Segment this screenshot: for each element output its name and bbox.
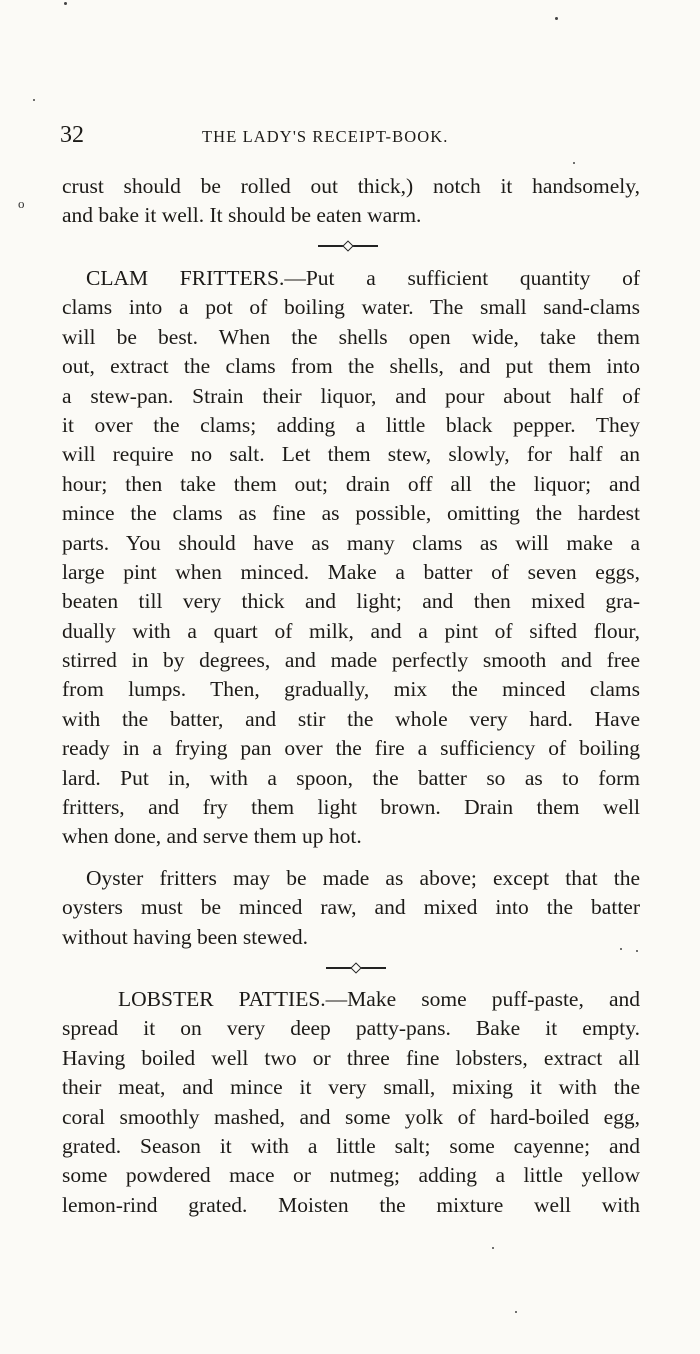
margin-mark: o	[18, 196, 25, 211]
text-line: beaten till very thick and light; and then mixed gra-	[62, 589, 640, 614]
text-line: coral smoothly mashed, and some yolk of hard-boiled egg,	[62, 1104, 640, 1129]
text-line: clams into a pot of boiling water. The small sand-clams	[62, 295, 640, 320]
running-title: THE LADY'S RECEIPT-BOOK.	[202, 127, 449, 146]
paper-speck	[620, 948, 622, 950]
running-head	[60, 118, 650, 152]
text-line: hour; then take them out; drain off all the liquor; and	[62, 471, 640, 496]
text-line: grated. Season it with a little salt; some cayenne; and	[62, 1133, 640, 1158]
paper-speck	[573, 162, 575, 164]
text-line: parts. You should have as many clams as will make a	[62, 530, 640, 555]
page-number: 32	[60, 122, 84, 148]
text-line: Having boiled well two or three fine lobsters, extract all	[62, 1045, 640, 1070]
section-separator	[326, 963, 386, 973]
text-line: dually with a quart of milk, and a pint of sifted flour,	[62, 618, 640, 643]
text-line: some powdered mace or nutmeg; adding a little yellow	[62, 1163, 640, 1188]
text-line: ready in a frying pan over the fire a sufficiency of boiling	[62, 736, 640, 761]
paper-speck	[555, 17, 558, 20]
text-line: will require no salt. Let them stew, slowly, for half an	[62, 442, 640, 467]
text-line: from lumps. Then, gradually, mix the minced clams	[62, 677, 640, 702]
clam-fritters-recipe	[62, 264, 640, 852]
text-line: with the batter, and stir the whole very hard. Have	[62, 706, 640, 731]
text-line: without having been stewed.	[62, 924, 309, 949]
recipe-heading-line: LOBSTER PATTIES.—Make some puff-paste, and	[118, 987, 640, 1011]
text-line: will be best. When the shells open wide, take them	[62, 324, 640, 349]
text-line: and bake it well. It should be eaten warm.	[62, 203, 422, 228]
text-line: oysters must be minced raw, and mixed into the batter	[62, 895, 640, 920]
oyster-fritters-note	[62, 864, 640, 952]
paper-speck	[64, 2, 67, 5]
paper-speck	[33, 99, 35, 101]
paper-speck	[492, 1247, 494, 1249]
text-line: mince the clams as fine as possible, omitting the hardest	[62, 501, 640, 526]
text-line: lemon-rind grated. Moisten the mixture well with	[62, 1192, 640, 1217]
text-line: lard. Put in, with a spoon, the batter so as to form	[62, 765, 640, 790]
recipe-heading-line: CLAM FRITTERS.—Put a sufficient quantity of	[86, 266, 640, 290]
lobster-patties-recipe	[62, 985, 640, 1220]
text-line: it over the clams; adding a little black pepper. They	[62, 412, 640, 437]
paper-speck	[515, 1311, 517, 1313]
paper-speck	[636, 950, 638, 952]
text-line: stirred in by degrees, and made perfectly smooth and free	[62, 648, 640, 673]
text-line: their meat, and mince it very small, mixing it with the	[62, 1075, 640, 1100]
continuation-paragraph	[62, 172, 640, 231]
text-line: spread it on very deep patty-pans. Bake it empty.	[62, 1016, 640, 1041]
text-line: a stew-pan. Strain their liquor, and pour about half of	[62, 383, 640, 408]
text-line: out, extract the clams from the shells, and put them into	[62, 354, 640, 379]
text-line: Oyster fritters may be made as above; except that the	[86, 866, 640, 890]
text-line: fritters, and fry them light brown. Drain them well	[62, 795, 640, 820]
section-separator	[318, 241, 378, 251]
text-line: crust should be rolled out thick,) notch it handsomely,	[62, 174, 640, 198]
text-line: large pint when minced. Make a batter of seven eggs,	[62, 559, 640, 584]
text-line: when done, and serve them up hot.	[62, 824, 362, 849]
